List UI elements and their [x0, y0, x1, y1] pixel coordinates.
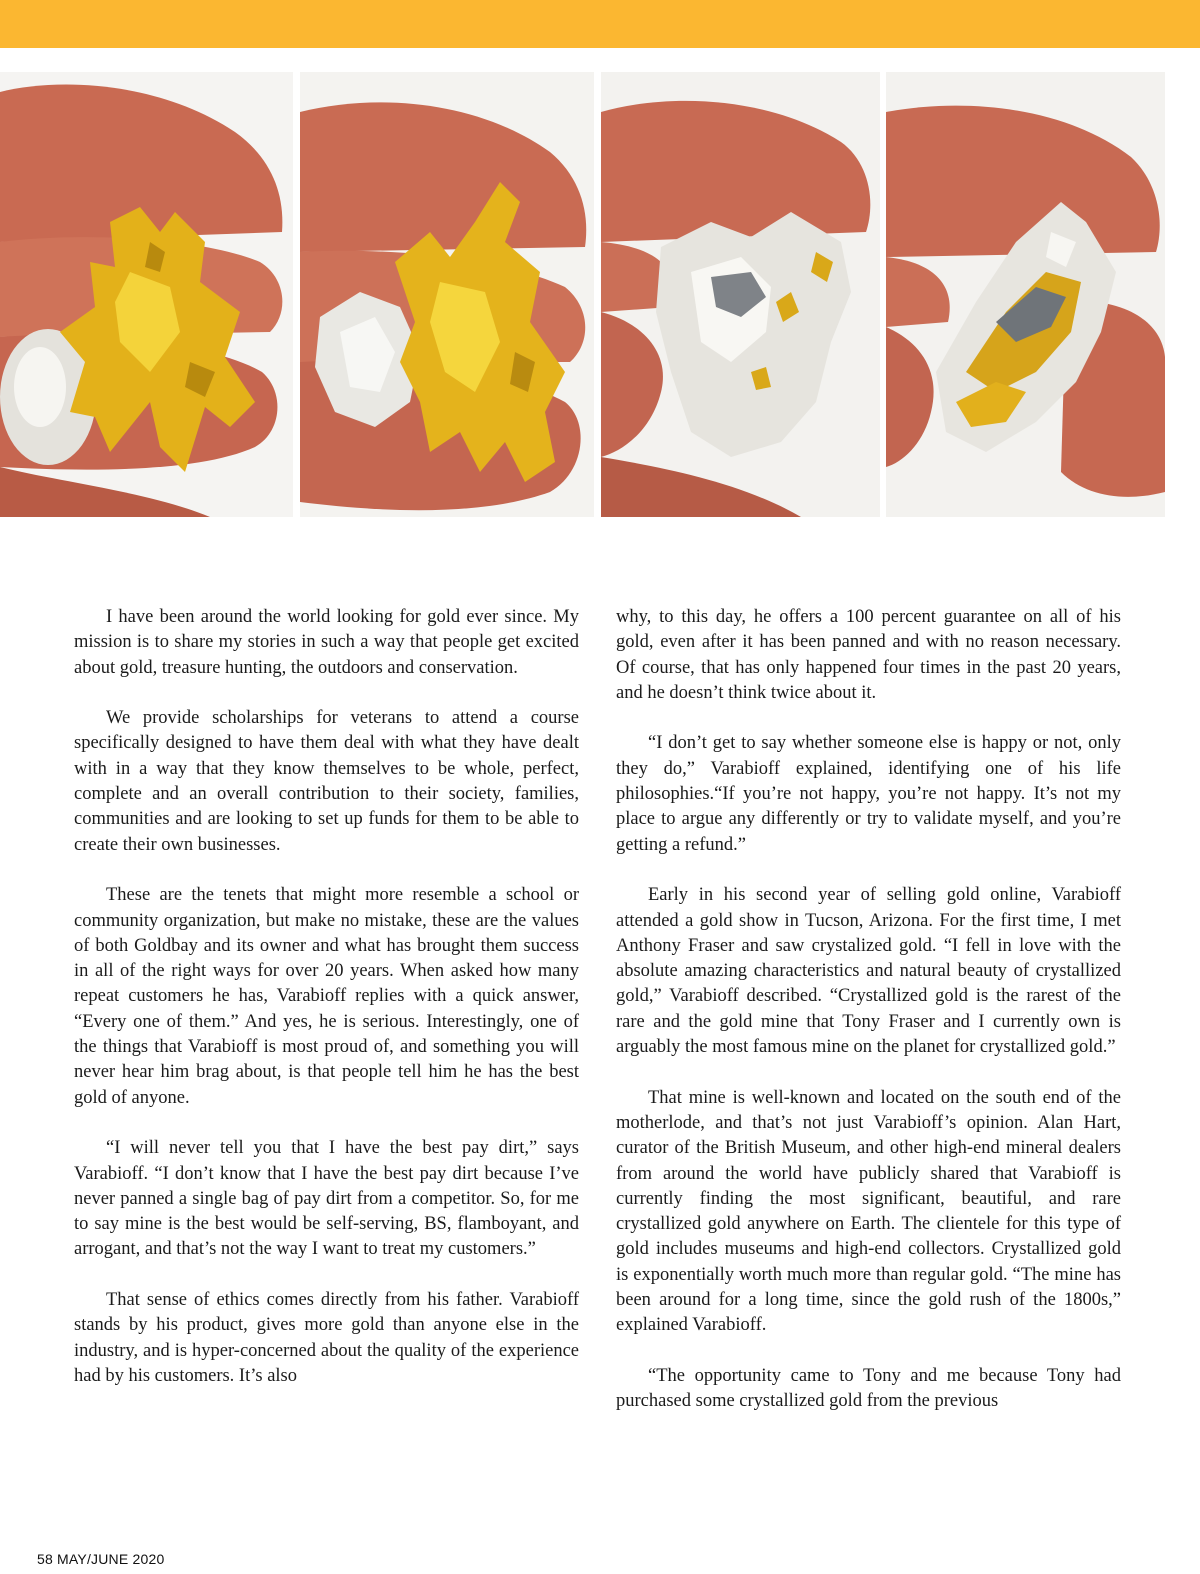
quartz-specimen-photo-4: [886, 72, 1165, 517]
header-color-bar: [0, 0, 1200, 48]
article-column-right: [616, 605, 1121, 1415]
article-paragraph-continued: why, to this day, he offers a 100 percent guarantee on all of his gold, even after it has been panned and with no reason necessary. Of course, that has only happened four times in the past 20 years, and he doesn’t think twice about it.: [616, 607, 1121, 703]
quartz-specimen-gold-streaks-photo-icon: [886, 72, 1165, 517]
quartz-specimen-photo-3: [601, 72, 880, 517]
article-paragraph: “The opportunity came to Tony and me because Tony had purchased some crystallized gold from the previous: [616, 1365, 1121, 1412]
article-paragraph: I have been around the world looking for gold ever since. My mission is to share my stories in such a way that people get excited about gold, treasure hunting, the outdoors and conservation.: [74, 607, 579, 678]
article-paragraph: “I don’t get to say whether someone else is happy or not, only they do,” Varabioff explained, identifying one of his life philosophies.“If you’re not happy, you’re not happy. It’s not my place to argue any differently or try to validate myself, and you’re getting a refund.”: [616, 733, 1121, 855]
gold-nugget-on-fingers-photo-icon: [0, 72, 293, 517]
article-paragraph: We provide scholarships for veterans to attend a course specifically designed to have them deal with what they have dealt with in a way that they know themselves to be whole, perfect, complete and an overall contribution to their society, families, communities and are looking to set up funds for them to be able to create their own businesses.: [74, 708, 579, 855]
page-folio: 58 MAY/JUNE 2020: [37, 1551, 165, 1567]
gold-nugget-with-quartz-photo-icon: [300, 72, 594, 517]
article-paragraph: Early in his second year of selling gold online, Varabioff attended a gold show in Tucson, Arizona. For the first time, I met Anthony Fraser and saw crystalized gold. “I fell in love with the absolute amazing characteristics and natural beauty of crystallized gold,” Varabioff described. “Crystallized gold is the rarest of the rare and the gold mine that Tony Fraser and I currently own is arguably the most famous mine on the planet for crystallized gold.”: [616, 885, 1121, 1058]
article-paragraph: That mine is well-known and located on the south end of the motherlode, and that’s not just Varabioff’s opinion. Alan Hart, curator of the British Museum, and other high-end mineral dealers from around the world have publicly shared that Varabioff is currently finding the most significant, beautiful, and rare crystallized gold anywhere on Earth. The clientele for this type of gold includes museums and high-end collectors. Crystallized gold is exponentially worth much more than regular gold. “The mine has been around for a long time, since the gold rush of the 1800s,” explained Varabioff.: [616, 1087, 1121, 1336]
article-paragraph: “I will never tell you that I have the best pay dirt,” says Varabioff. “I don’t know that I have the best pay dirt because I’ve never panned a single bag of pay dirt from a competitor. So, for me to say mine is the best would be self-serving, BS, flamboyant, and arrogant, and that’s not the way I want to treat my customers.”: [74, 1138, 579, 1260]
article-column-left: [74, 605, 579, 1389]
article-paragraph: That sense of ethics comes directly from his father. Varabioff stands by his product, gives more gold than anyone else in the industry, and is hyper-concerned about the quality of the experience had by his customers. It’s also: [74, 1290, 579, 1386]
gold-nugget-photo-2: [300, 72, 594, 517]
quartz-specimen-with-gold-photo-icon: [601, 72, 880, 517]
article-paragraph: These are the tenets that might more resemble a school or community organization, but make no mistake, these are the values of both Goldbay and its owner and what has brought them success in all of the right ways for over 20 years. When asked how many repeat customers he has, Varabioff replies with a quick answer, “Every one of them.” And yes, he is serious. Interestingly, one of the things that Varabioff is most proud of, and something you will never hear him brag about, is that people tell him he has the best gold of anyone.: [74, 885, 579, 1108]
gold-nugget-photo-1: [0, 72, 293, 517]
